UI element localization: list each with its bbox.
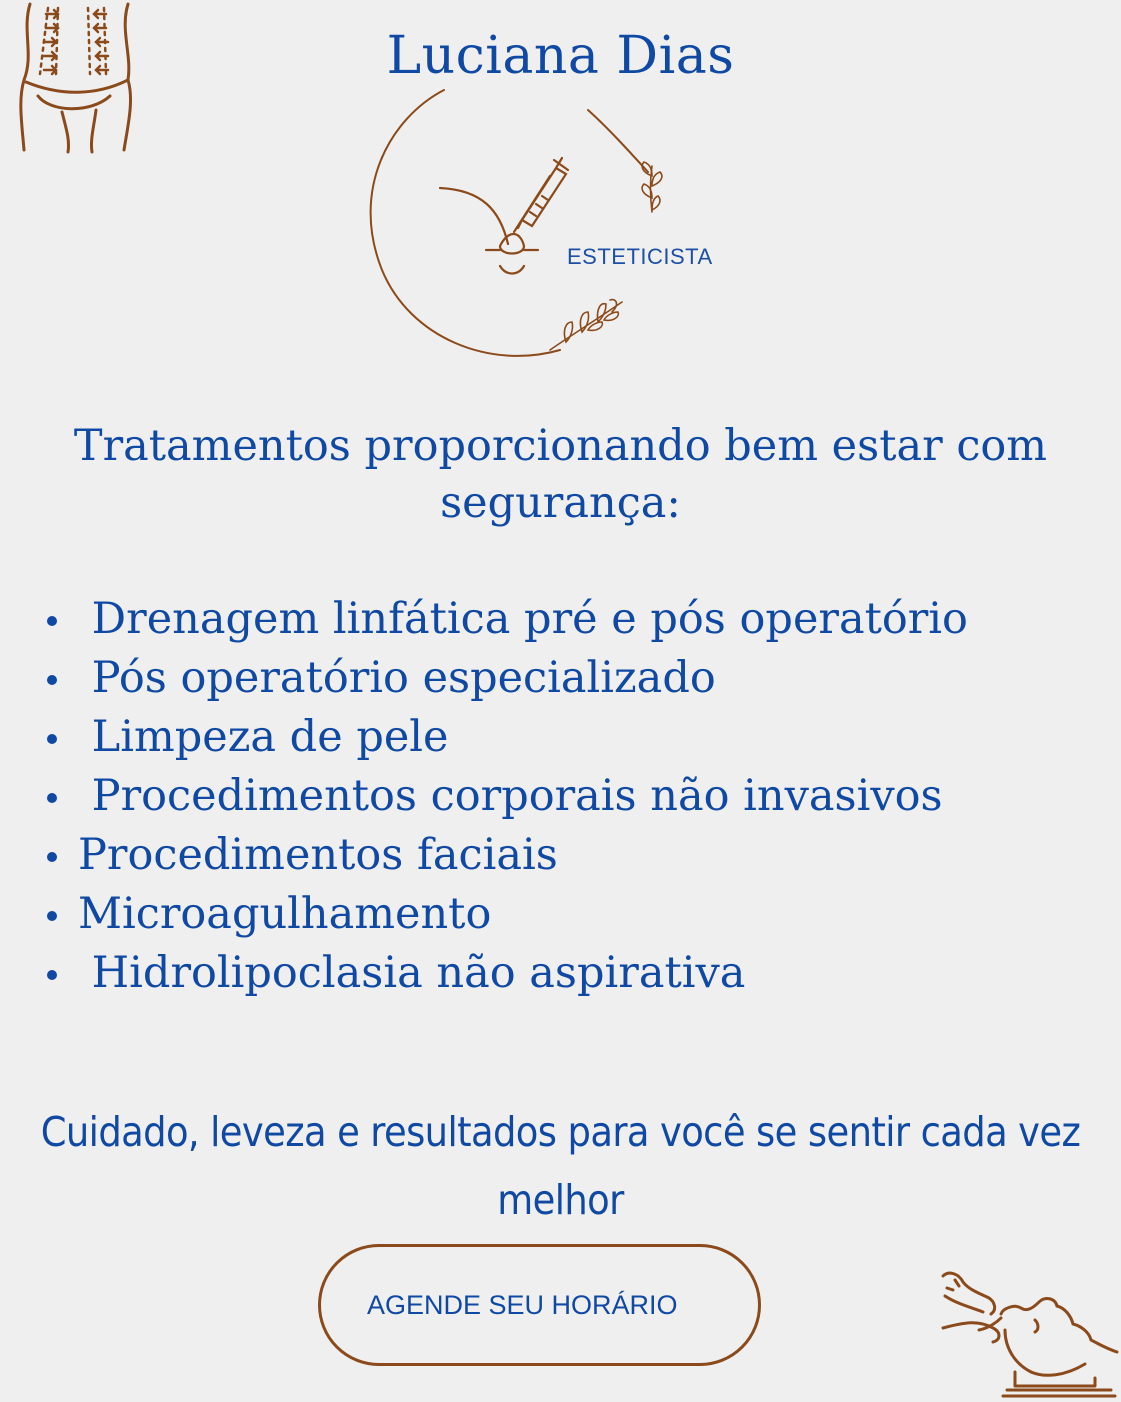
brand-subtitle: ESTETICISTA	[567, 244, 713, 269]
list-item: Microagulhamento	[40, 885, 968, 944]
list-item: Limpeza de pele	[40, 708, 968, 767]
leaf-sprig-bottom-icon	[550, 300, 622, 350]
facial-treatment-icon	[935, 1268, 1121, 1402]
list-item: Procedimentos corporais não invasivos	[40, 767, 968, 826]
list-item: Pós operatório especializado	[40, 649, 968, 708]
syringe-hair-follicle-icon	[440, 158, 568, 274]
tagline: Cuidado, leveza e resultados para você se sentir cada vez melhor	[40, 1108, 1081, 1224]
logo-emblem	[360, 80, 730, 370]
services-list	[40, 590, 968, 1003]
list-item: Procedimentos faciais	[40, 826, 968, 885]
headline: Tratamentos proporcionando bem estar com segurança:	[73, 421, 1048, 528]
list-item: Drenagem linfática pré e pós operatório	[40, 590, 968, 649]
brand-name: Luciana Dias	[386, 26, 735, 86]
schedule-button[interactable]: AGENDE SEU HORÁRIO	[318, 1244, 761, 1366]
list-item: Hidrolipoclasia não aspirativa	[40, 944, 968, 1003]
